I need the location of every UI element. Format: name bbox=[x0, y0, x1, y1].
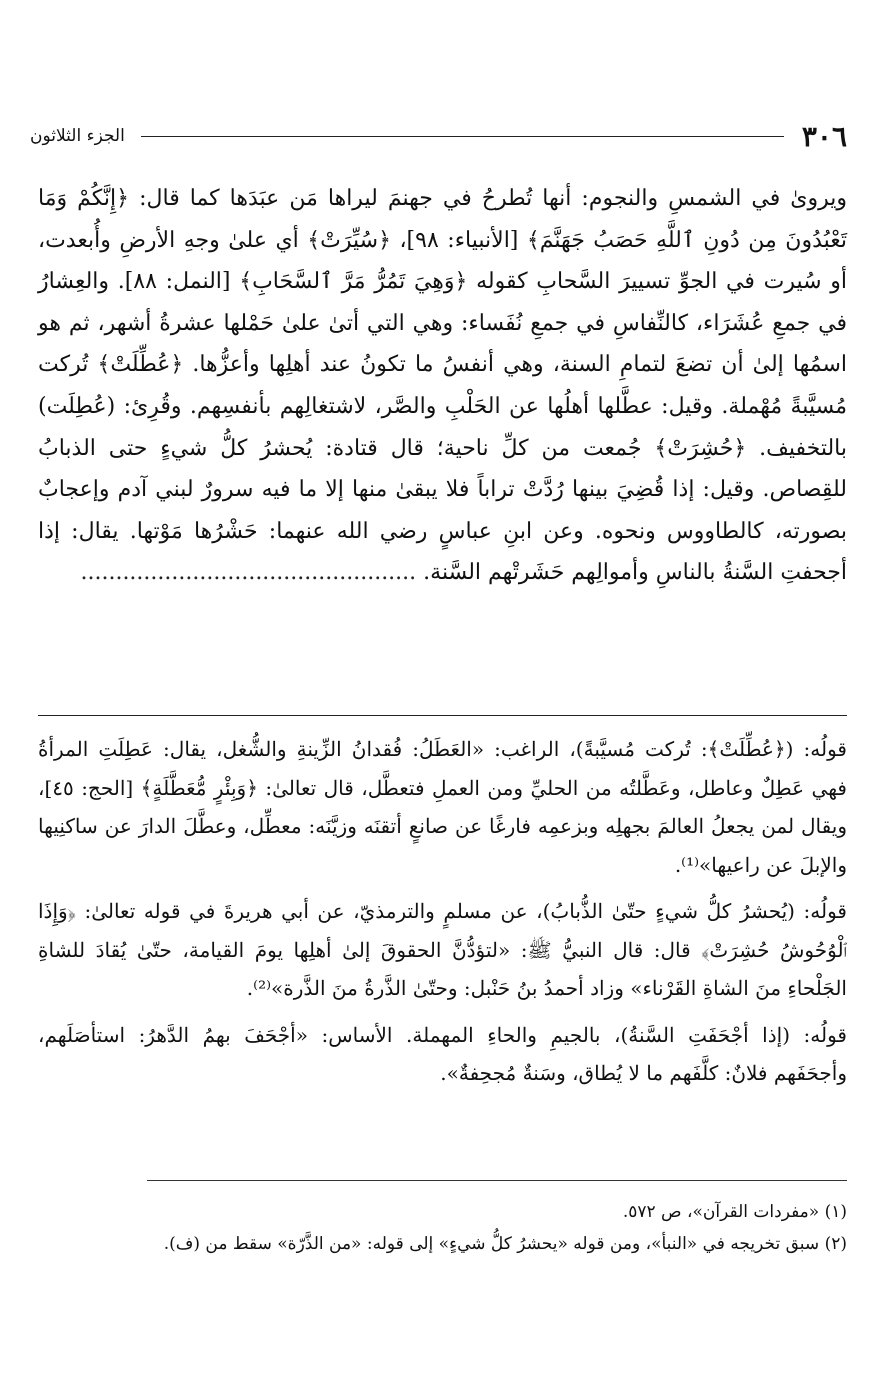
footnote-1: (١) «مفردات القرآن»، ص ٥٧٢. bbox=[622, 1202, 847, 1222]
footnote-2: (٢) سبق تخريجه في «النبأ»، ومن قوله «يحشرُ كلُّ شيءٍ» إلى قوله: «من الذَّرّة» سقط من (ف). bbox=[163, 1234, 847, 1254]
footnote-rule bbox=[147, 1180, 847, 1181]
main-text bbox=[38, 178, 847, 594]
footnotes bbox=[38, 1196, 847, 1260]
page-header bbox=[30, 116, 847, 156]
main-paragraph-text: ويروىٰ في الشمسِ والنجوم: أنها تُطرحُ في جهنمَ ليراها مَن عبَدَها كما قال: ﴿إِنَّكُمْ وَمَا تَعْبُدُونَ مِن دُونِ ٱللَّهِ حَصَبُ جَهَنَّمَ﴾ [الأنبياء: ٩٨]، ﴿سُيِّرَتْ﴾ أي علىٰ وجهِ الأرضِ وأُبعدت، أو سُيرت في الجوِّ تسييرَ السَّحابِ كقوله ﴿وَهِيَ تَمُرُّ مَرَّ ٱلسَّحَابِ﴾ [النمل: ٨٨]. والعِشارُ في جمعِ عُشَرَاء، كالنِّفاسِ في جمعِ نُفَساء: وهي التي أتىٰ علىٰ حَمْلها عشرةُ أشهر، ثم هو اسمُها إلىٰ أن تضعَ لتمامِ السنة، وهي أنفسُ ما تكونُ عند أهلِها وأعزُّها. ﴿عُطِّلَتْ﴾ تُركت مُسيَّبةً مُهْملة. وقيل: عطَّلها أهلُها عن الحَلْبِ والصَّر، لاشتغالِهم بأنفسِهم. وقُرِئ: (عُطِلَت) بالتخفيف. ﴿حُشِرَتْ﴾ جُمعت من كلِّ ناحية؛ قال قتادة: يُحشرُ كلُّ شيءٍ حتى الذبابُ للقِصاص. وقيل: إذا قُضِيَ بينها رُدَّتْ تراباً فلا يبقىٰ منها إلا ما فيه سرورٌ لبني آدم وإعجابٌ بصورته، كالطاووس ونحوه. وعن ابنِ عباسٍ رضي الله عنهما: حَشْرُها مَوْتها. يقال: إذا أجحفتِ السَّنةُ بالناسِ وأموالِهم حَشَرتْهم السَّنة. bbox=[38, 186, 848, 586]
header-rule bbox=[141, 136, 784, 137]
commentary-paragraph-1: قولُه: (﴿عُطِّلَتْ﴾: تُركت مُسيَّبةً)، الراغب: «العَطَلُ: فُقدانُ الزِّينةِ والشُّغل، يقال: عَطِلَتِ المرأةُ فهي عَطِلٌ وعاطل، وعَطَّلتُه من الحليِّ ومن العملِ فتعطَّل، قال تعالىٰ: ﴿وَبِئْرٍ مُّعَطَّلَةٍ﴾ [الحج: ٤٥]، ويقال لمن يجعلُ العالمَ بجهلِه وبزعمِه فارغًا عن صانعٍ أتقنَه وزيَّنَه: معطِّل، وعطَّلَ الدارَ عن ساكنِيها والإبلَ عن راعيها»⁽¹⁾. bbox=[38, 737, 847, 877]
dotted-leader: ................................................ bbox=[80, 560, 417, 586]
part-title: الجزء الثلاثون bbox=[30, 126, 125, 146]
commentary bbox=[38, 730, 847, 1101]
commentary-paragraph-3: قولُه: (إذا أجْحَفَتِ السَّنةُ)، بالجيمِ والحاءِ المهملة. الأساس: «أجْحَفَ بهمُ الدَّهرُ: استأصَلَهم، وأجحَفَهم فلانٌ: كلَّفَهم ما لا يُطاق، وسَنةٌ مُجحِفةٌ». bbox=[38, 1022, 847, 1085]
main-paragraph bbox=[38, 178, 847, 594]
commentary-paragraph-2: قولُه: (يُحشرُ كلُّ شيءٍ حتّىٰ الذُّبابُ)، عن مسلمٍ والترمذيّ، عن أبي هريرةَ في قوله تعالىٰ: ﴿وَإِذَا ٱلْوُحُوشُ حُشِرَتْ﴾ قال: قال النبيُّ ﷺ: «لتؤدُّنَّ الحقوقَ إلىٰ أهلِها يومَ القيامة، حتّىٰ يُقادَ للشاةِ الجَلْحاءِ منَ الشاةِ القَرْناء» وزاد أحمدُ بنُ حَنْبل: وحتّىٰ الذَّرةُ منَ الذَّرة»⁽²⁾. bbox=[38, 899, 847, 1000]
page-number: ٣٠٦ bbox=[801, 119, 847, 153]
commentary-divider bbox=[38, 715, 847, 716]
